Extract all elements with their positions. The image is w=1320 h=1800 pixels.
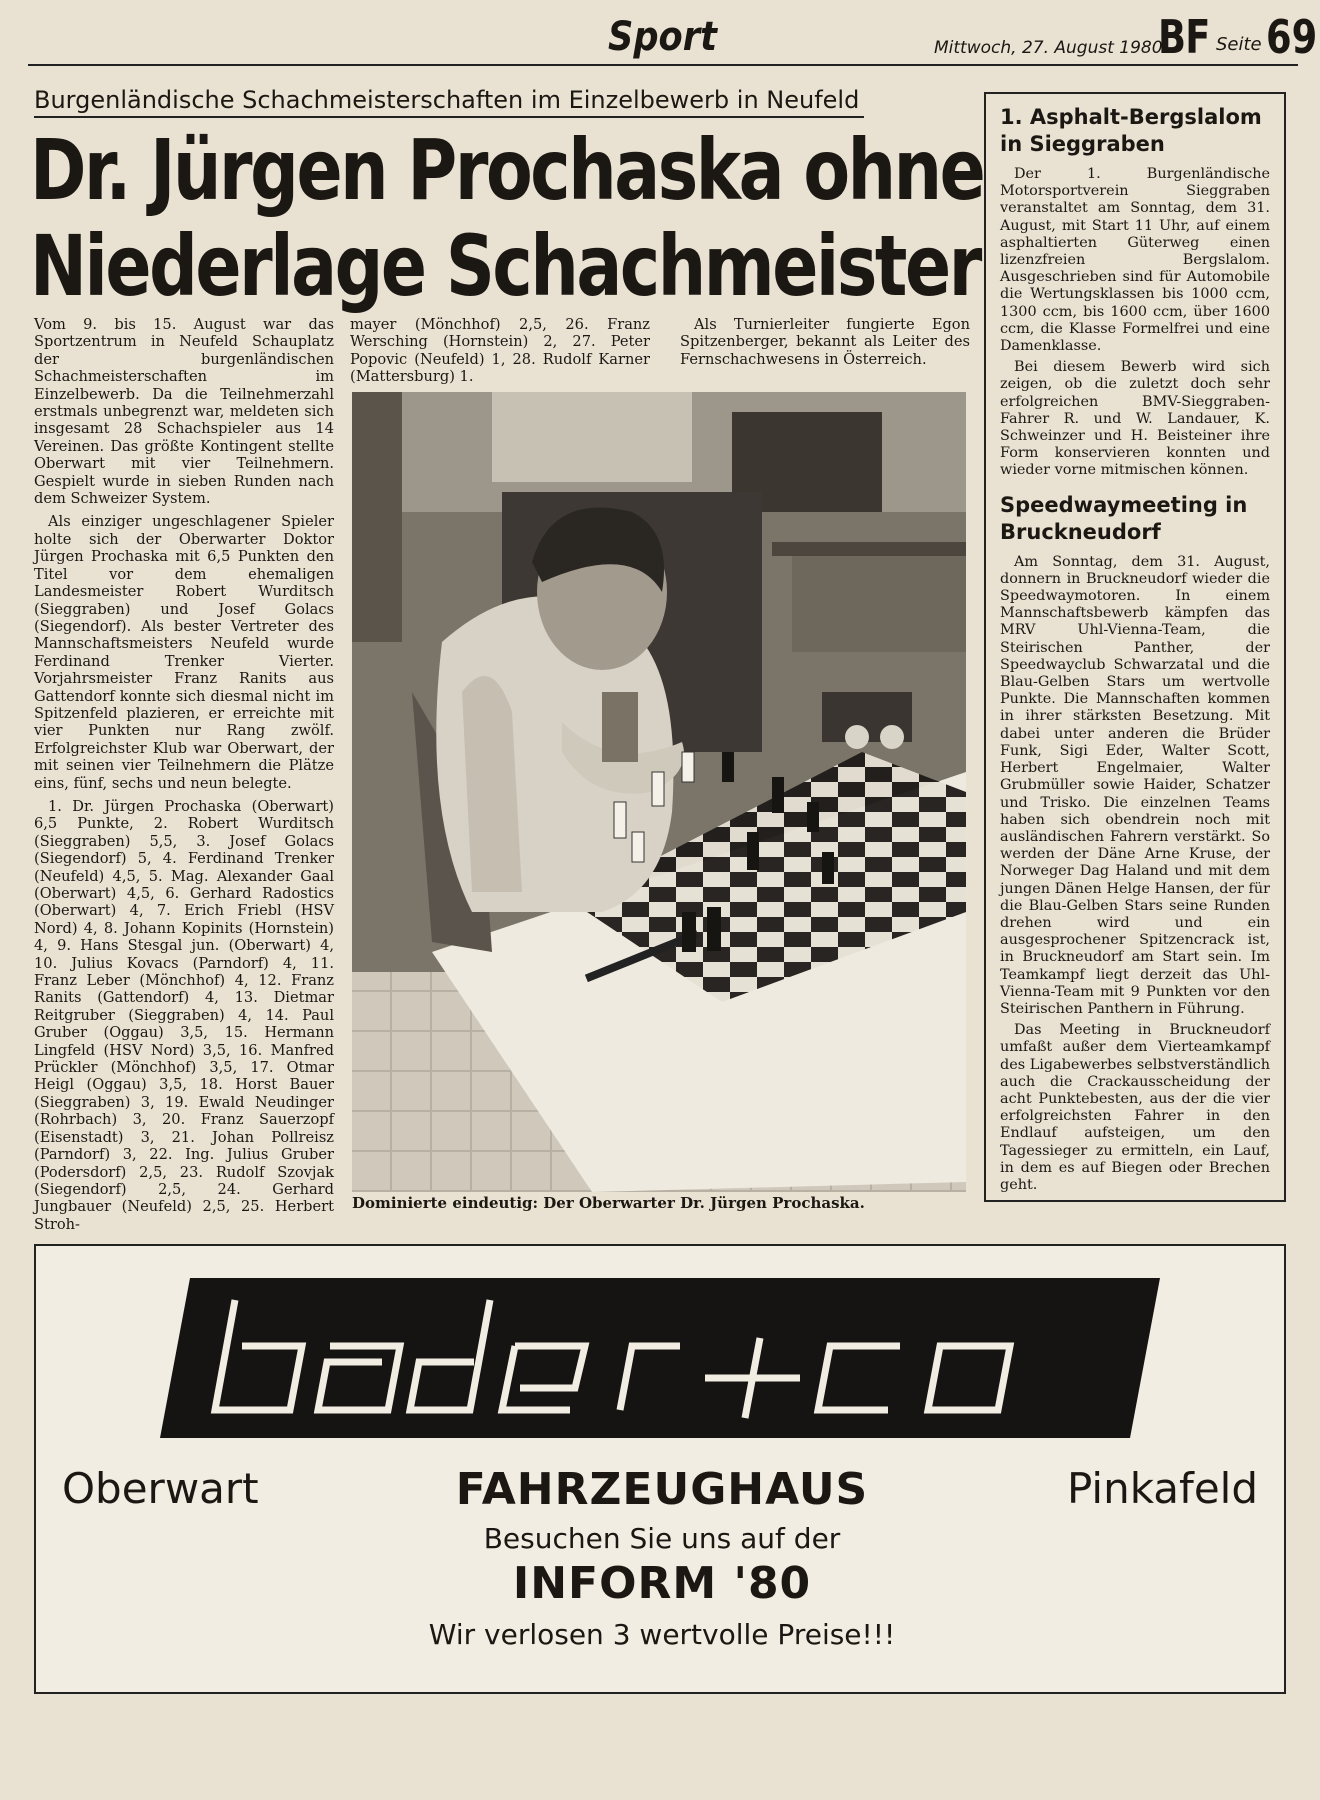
ad-inform-80: INFORM '80 xyxy=(512,1558,812,1609)
results-list: 1. Dr. Jürgen Prochaska (Oberwart) 6,5 Punkte, 2. Robert Wurditsch (Sieggraben) 5,5, 3. Josef Golacs (Siegendorf) 5, 4. Ferdinand Trenker (Neufeld) 4,5, 5. Mag. Alexander Gaal (Oberwart) 4,5, 6. Gerhard Radostics (Oberwart) 4, 7. Erich Friebl (HSV Nord) 4, 8. Johann Kopinits (Hornstein) 4, 9. Hans Stesgal jun. (Oberwart) 4, 10. Julius Kovacs (Parndorf) 4, 11. Franz Leber (Mönchhof) 4, 12. Franz Ranits (Gattendorf) 4, 13. Dietmar Reitgruber (Sieggraben) 4, 14. Paul Gruber (Oggau) 3,5, 15. Hermann Lingfeld (HSV Nord) 3,5, 16. Manfred Prückler (Mönchhof) 3,5, 17. Otmar Heigl (Oggau) 3,5, 18. Horst Bauer (Sieggraben) 3, 19. Ewald Neudinger (Rohrbach) 3, 20. Franz Sauerzopf (Eisenstadt) 3, 21. Johan Pollreisz (Parndorf) 3, 22. Ing. Julius Gruber (Podersdorf) 2,5, 23. Rudolf Szovjak (Siegendorf) 2,5, 24. Gerhard Jungbauer (Neufeld) 2,5, 25. Herbert Stroh- xyxy=(34,797,334,1233)
page-number: 69 xyxy=(1266,10,1318,64)
sidebar-headline-speedway: Speedwaymeeting in Bruckneudorf xyxy=(1000,492,1248,544)
sidebar-paragraph: Am Sonntag, dem 31. August, donnern in Bruckneudorf wieder die Speedwaymotoren. In einem Mannschaftsbewerb kämpfen das MRV Uhl-Vienna-Team, die Steirischen Panther, der Speedwayclub Schwarzatal und die Blau-Gelben Stars um wertvolle Punkte. Die Mannschaften kommen in ihrer stärksten Besetzung. Mit dabei unter anderen die Brüder Funk, Sigi Eder, Walter Scott, Herbert Engelmaier, Walter Grubmüller sowie Haider, Schatzer und Trisko. Die einzelnen Teams haben sich obendrein noch mit ausländischen Fahrern verstärkt. So werden der Däne Arne Kruse, der Norweger Dag Haland und mit dem jungen Dänen Helge Hansen, der für die Blau-Gelben Stars seine Runden drehen wird und ein ausgesprochener Spitzencrack ist, in Bruckneudorf am Start sein. Im Teamkampf liegt derzeit das Uhl-Vienna-Team mit 9 Punkten vor den Steirischen Panthern in Führung. xyxy=(1000,553,1270,1017)
photo-caption: Dominierte eindeutig: Der Oberwarter Dr. Jürgen Prochaska. xyxy=(352,1194,865,1212)
article-column-3 xyxy=(680,316,970,374)
bader-co-logo xyxy=(160,1278,1160,1438)
article-paragraph: Als Turnierleiter fungierte Egon Spitzenberger, bekannt als Leiter des Fernschachwesens in Österreich. xyxy=(680,316,970,368)
article-paragraph: Als einziger ungeschlagener Spieler holte sich der Oberwarter Doktor Jürgen Prochaska mit 6,5 Punkten den Titel vor dem ehemaligen Landesmeister Robert Wurditsch (Sieggraben) und Josef Golacs (Siegendorf). Als bester Vertreter des Mannschaftsmeisters Neufeld wurde Ferdinand Trenker Vierter. Vorjahrsmeister Franz Ranits aus Gattendorf konnte sich diesmal nicht im Spitzenfeld plazieren, er erreichte mit vier Punkten nur Rang zwölf. Erfolgreichster Klub war Oberwart, der mit seinen vier Teilnehmern die Plätze eins, fünf, sechs und neun belegte. xyxy=(34,513,334,792)
sidebar-headline-bergslalom: 1. Asphalt-Bergslalom in Sieggraben xyxy=(1000,105,1262,156)
ad-city-pinkafeld: Pinkafeld xyxy=(1067,1464,1258,1513)
logo-text: bader+co xyxy=(660,1430,665,1431)
news-sidebar xyxy=(984,92,1286,1202)
article-headline xyxy=(30,121,984,315)
article-column-2 xyxy=(350,316,650,392)
chess-photo-illustration xyxy=(352,392,966,1192)
headline-line-1: Dr. Jürgen Prochaska ohne xyxy=(30,121,984,219)
ad-city-oberwart: Oberwart xyxy=(62,1464,259,1513)
ad-fahrzeughaus: FAHRZEUGHAUS xyxy=(455,1464,869,1515)
sidebar-paragraph: Der 1. Burgenländische Motorsportverein Sieggraben veranstaltet am Sonntag, dem 31. August, mit Start 11 Uhr, auf einem asphaltierten Güterweg einen lizenzfreien Bergslalom. Ausgeschrieben sind für Automobile die Wertungsklassen bis 1000 ccm, 1300 ccm, bis 1600 ccm, über 1600 ccm, die Klasse Formelfrei und eine Damenklasse. xyxy=(1000,166,1270,355)
article-paragraph: Vom 9. bis 15. August war das Sportzentrum in Neufeld Schauplatz der burgenländischen Schachmeisterschaften im Einzelbewerb. Da die Teilnehmerzahl erstmals unbegrenzt war, meldeten sich insgesamt 28 Schachspieler aus 14 Vereinen. Das größte Kontingent stellte Oberwart mit vier Teilnehmern. Gespielt wurde in sieben Runden nach dem Schweizer System. xyxy=(34,316,334,508)
page-header xyxy=(28,8,1318,66)
chess-player-photo xyxy=(352,392,966,1192)
ad-prizes-line: Wir verlosen 3 wertvolle Preise!!! xyxy=(428,1618,896,1651)
article-kicker: Burgenländische Schachmeisterschaften im Einzelbewerb in Neufeld xyxy=(34,86,864,118)
headline-line-2: Niederlage Schachmeister xyxy=(30,217,980,315)
results-list-continued: mayer (Mönchhof) 2,5, 26. Franz Wersching (Hornstein) 2, 27. Peter Popovic (Neufeld) 1, 28. Rudolf Karner (Mattersburg) 1. xyxy=(350,316,650,386)
paper-logo: BF xyxy=(1158,10,1210,64)
section-title: Sport xyxy=(608,14,717,60)
sidebar-paragraph: Das Meeting in Bruckneudorf umfaßt außer dem Vierteamkampf des Ligabewerbes selbstverständlich auch die Crackausscheidung der acht Punktebesten, aus der die vier erfolgreichsten Fahrer in den Endlauf aufsteigen, um den Tagessieger zu ermitteln, ein Lauf, in dem es auf Biegen oder Brechen geht. xyxy=(1000,1022,1270,1193)
sidebar-paragraph: Bei diesem Bewerb wird sich zeigen, ob die zuletzt doch sehr erfolgreichen BMV-Sieggraben-Fahrer R. und W. Landauer, K. Schweinzer und H. Beisteiner ihre Form konservieren konnten und wieder vorne mitmischen können. xyxy=(1000,359,1270,479)
advertisement xyxy=(34,1244,1286,1694)
issue-date: Mittwoch, 27. August 1980 xyxy=(934,38,1163,58)
article-column-1 xyxy=(34,316,334,1239)
ad-visit-line: Besuchen Sie uns auf der xyxy=(483,1522,841,1555)
page-label: Seite xyxy=(1216,34,1262,55)
